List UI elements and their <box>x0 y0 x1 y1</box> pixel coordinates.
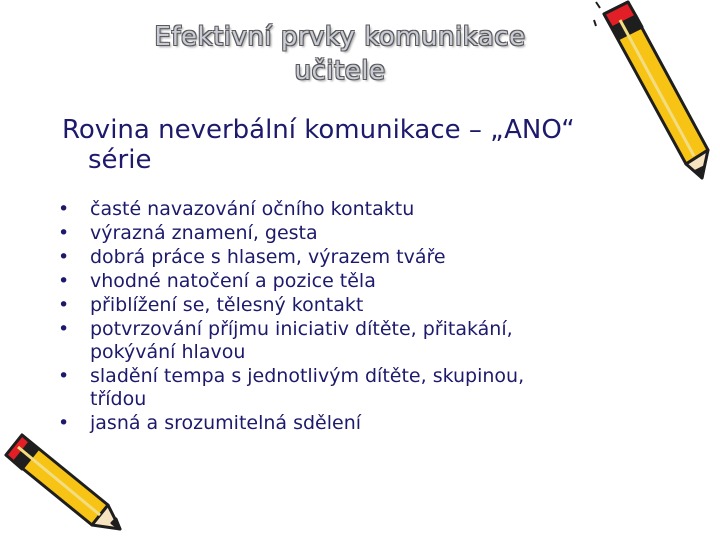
bullet-item: • dobrá práce s hlasem, výrazem tváře <box>58 246 446 268</box>
bullet-item: • výrazná znamení, gesta <box>58 222 318 244</box>
pencil-icon <box>590 0 720 185</box>
slide-subtitle <box>62 115 662 175</box>
bullet-item: • sladění tempa s jednotlivým dítěte, skupinou, třídou <box>58 365 525 410</box>
slide-title <box>70 20 610 88</box>
bullet-item: • jasná a srozumitelná sdělení <box>58 412 362 434</box>
bullet-dot: • <box>58 365 70 387</box>
bullet-list <box>56 198 656 436</box>
slide-subtitle-line-1: Rovina neverbální komunikace – „ANO“ <box>62 115 575 145</box>
bullet-item: • přiblížení se, tělesný kontakt <box>58 294 364 316</box>
bullet-item: • potvrzování příjmu iniciativ dítěte, přitakání, pokývání hlavou <box>58 318 513 363</box>
bullet-dot: • <box>58 318 70 340</box>
bullet-dot: • <box>58 412 70 434</box>
bullet-item: • vhodné natočení a pozice těla <box>58 270 376 292</box>
slide-title-line-2: učitele <box>294 56 386 86</box>
slide-subtitle-line-2: série <box>88 145 152 175</box>
bullet-dot: • <box>58 270 70 292</box>
bullet-dot: • <box>58 222 70 244</box>
pencil-icon <box>0 425 125 535</box>
bullet-dot: • <box>58 294 70 316</box>
bullet-dot: • <box>58 198 70 220</box>
slide-title-line-1: Efektivní prvky komunikace <box>154 22 526 52</box>
bullet-dot: • <box>58 246 70 268</box>
bullet-item: • časté navazování očního kontaktu <box>58 198 415 220</box>
